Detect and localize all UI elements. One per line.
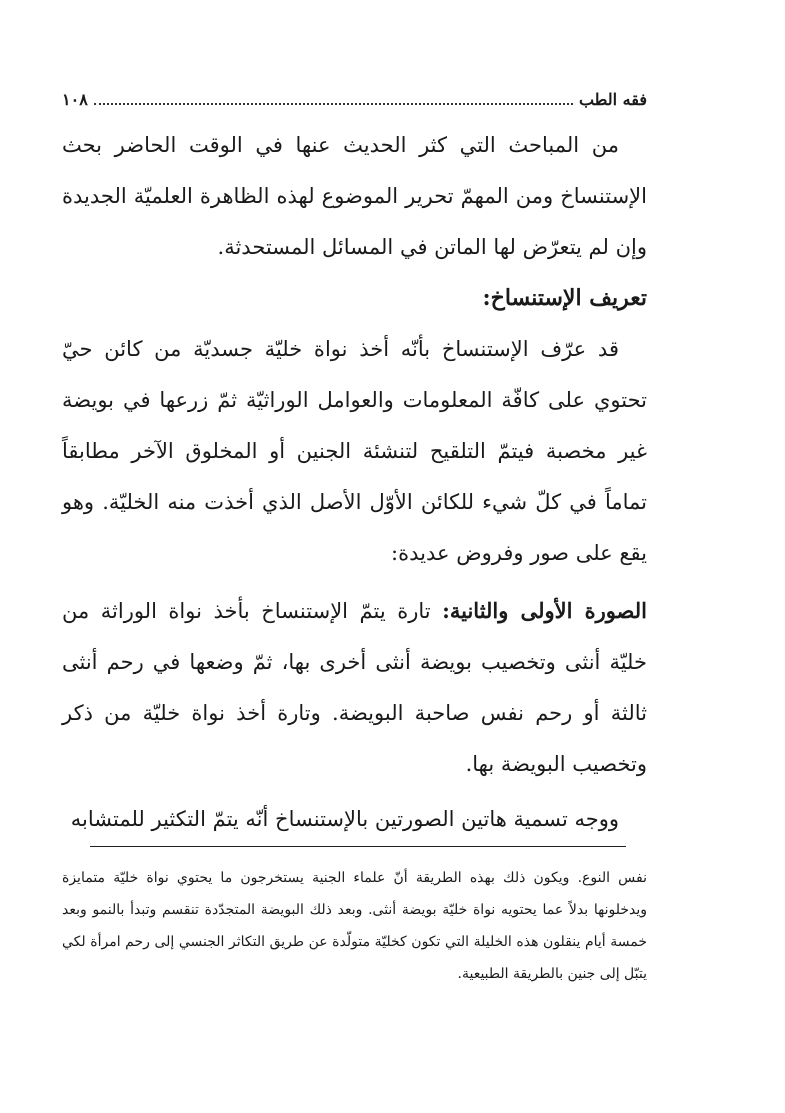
footnote-divider xyxy=(90,846,626,847)
footnote-text: نفس النوع. ويكون ذلك بهذه الطريقة أنّ علماء الجنية يستخرجون ما يحتوي نواة خليّة متمايزة ويدخلونها بدلاً عما يحتويه نواة خليّة بويضة أنثى. وبعد ذلك البويضة المتجدّدة تنقسم وتبدأ بالنمو وبعد خمسة أيام ينقلون هذه الخليلة التي تكون كخليّة متولّدة عن طريق التكاثر الجنسي إلى رحم امرأة لكي يتبّل إلى جنين بالطريقة الطبيعية. xyxy=(62,870,647,982)
page-number: ١٠٨ xyxy=(62,89,88,109)
page-header xyxy=(62,84,647,114)
intro-paragraph: من المباحث التي كثر الحديث عنها في الوقت الحاضر بحث الإستنساخ ومن المهمّ تحرير الموضوع لهذه الظاهرة العلميّة الجديدة وإن لم يتعرّض لها الماتن في المسائل المستحدثة. xyxy=(62,133,647,259)
main-text xyxy=(62,120,647,845)
case-label: الصورة الأولى والثانية: xyxy=(442,598,648,623)
section-heading: تعريف الإستنساخ: xyxy=(482,285,647,311)
naming-paragraph: ووجه تسمية هاتين الصورتين بالإستنساخ أنّه يتمّ التكثير للمتشابه xyxy=(70,807,619,831)
running-title: فقه الطب xyxy=(578,89,647,109)
footnote xyxy=(62,862,647,990)
cases-paragraph xyxy=(62,585,647,790)
header-dot-leader xyxy=(94,103,573,105)
case-text: تارة يتمّ الإستنساخ بأخذ نواة الوراثة من خليّة أنثى وتخصيب بويضة أنثى أخرى بها، ثمّ وضعها في رحم أنثى ثالثة أو رحم نفس صاحبة البويضة. وتارة أخذ نواة خليّة من ذكر وتخصيب البويضة بها. xyxy=(62,599,647,776)
definition-paragraph: قد عرّف الإستنساخ بأنّه أخذ نواة خليّة جسديّة من كائن حيّ تحتوي على كافّة المعلومات والعوامل الوراثيّة ثمّ زرعها في بويضة غير مخصبة فيتمّ التلقيح لتنشئة الجنين أو المخلوق الآخر مطابقاً تماماً في كلّ شيء للكائن الأوّل الأصل الذي أخذت منه الخليّة. وهو يقع على صور وفروض عديدة: xyxy=(62,337,647,565)
